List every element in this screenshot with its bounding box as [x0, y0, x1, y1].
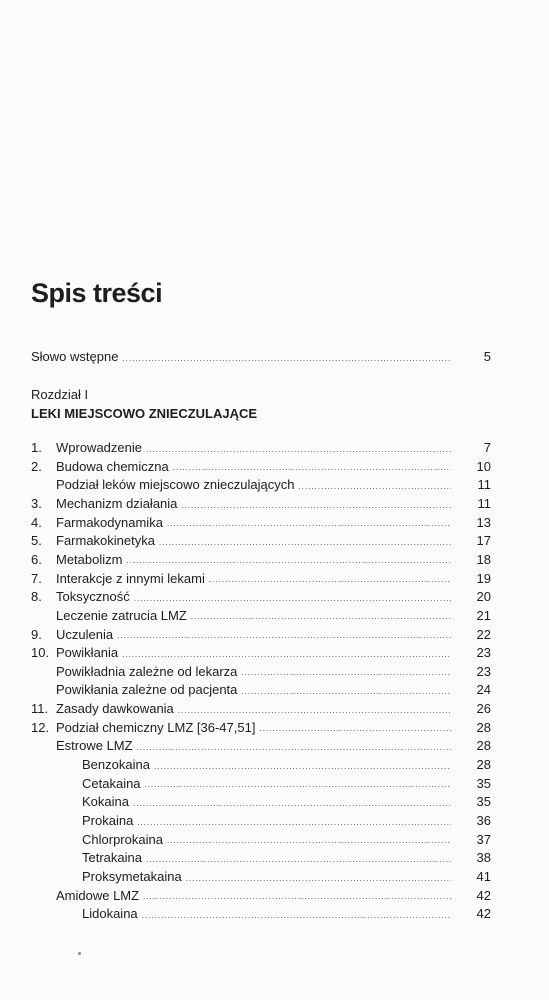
toc-page-number: 19 [476, 570, 491, 586]
toc-entry [31, 737, 491, 756]
dot-leader [167, 520, 451, 528]
page-title: Spis treści [31, 278, 163, 308]
dot-leader [241, 688, 451, 696]
toc-entry [31, 607, 491, 626]
toc-label: Powikłania [56, 645, 119, 661]
toc-entry [31, 775, 491, 794]
dot-leader [167, 837, 451, 845]
toc-entry-number: 7. [31, 570, 42, 586]
dot-leader [181, 502, 451, 510]
toc-label: Budowa chemiczna [56, 458, 169, 474]
toc-label: Prokaina [82, 813, 134, 828]
toc-entry [31, 476, 491, 495]
page-speck [78, 952, 81, 955]
dot-leader [159, 539, 451, 547]
toc-label: Benzokaina [82, 757, 150, 773]
toc-label: Mechanizm działania [56, 495, 178, 511]
toc-entry [31, 588, 491, 607]
toc-entry [31, 868, 491, 887]
toc-label: Leczenie zatrucia LMZ [56, 607, 187, 623]
dot-leader [191, 613, 451, 621]
toc-entry-number: 10. [31, 645, 50, 661]
dot-leader [209, 576, 451, 584]
toc-page-number: 5 [483, 349, 491, 364]
toc-label: Interakcje z innymi lekami [56, 570, 205, 586]
toc-label: Metabolizm [56, 551, 123, 567]
toc-page-number: 35 [476, 794, 491, 810]
dot-leader [134, 595, 451, 603]
dot-leader [186, 875, 451, 883]
dot-leader [142, 912, 451, 920]
toc-label: Proksymetakaina [82, 868, 182, 884]
toc-label: Uczulenia [56, 626, 114, 642]
toc-entry [31, 644, 491, 663]
toc-entry-number: 1. [31, 440, 42, 455]
dot-leader [143, 893, 451, 901]
toc-entry [31, 532, 491, 551]
dot-leader [241, 669, 451, 677]
toc-entry [31, 495, 491, 514]
toc-page-number: 18 [476, 551, 491, 567]
toc-label: Farmakokinetyka [56, 533, 155, 549]
dot-leader [117, 632, 451, 640]
toc-page-number: 11 [477, 477, 491, 493]
dot-leader [146, 856, 451, 864]
toc-page-number: 10 [476, 458, 491, 474]
toc-page-number: 11 [477, 495, 491, 511]
toc-entry [31, 905, 491, 924]
toc-entry-number: 3. [31, 495, 42, 511]
toc-page-number: 42 [476, 906, 491, 922]
toc-entry [31, 551, 491, 570]
toc-label: Estrowe LMZ [56, 738, 133, 754]
toc-label: Słowo wstępne [31, 349, 119, 364]
toc-page-number: 28 [476, 738, 491, 754]
toc-entry [31, 719, 491, 738]
toc-label: Powikłania zależne od pacjenta [56, 682, 238, 698]
toc-label: Kokaina [82, 794, 129, 810]
toc-entry [31, 831, 491, 850]
toc-entry [31, 887, 491, 906]
dot-leader [126, 557, 451, 565]
toc-page-number: 22 [476, 626, 491, 642]
toc-page-number: 41 [476, 868, 491, 884]
toc-entry [31, 626, 491, 645]
toc-page-number: 42 [476, 887, 491, 903]
toc-page-number: 23 [476, 663, 491, 679]
dot-leader [137, 819, 451, 827]
dot-leader [145, 781, 451, 789]
toc-entry-number: 12. [31, 719, 50, 735]
dot-leader [122, 651, 451, 659]
toc-entry [31, 458, 491, 477]
toc-page-number: 26 [476, 701, 491, 717]
toc-page-number: 20 [476, 589, 491, 605]
dot-leader [154, 763, 451, 771]
dot-leader [259, 725, 451, 733]
toc-entry [31, 793, 491, 812]
toc-entry [31, 812, 491, 831]
dot-leader [173, 464, 451, 472]
toc-entry [31, 663, 491, 682]
chapter-label: Rozdział I [31, 387, 89, 402]
toc-label: Powikładnia zależne od lekarza [56, 663, 238, 679]
toc-page-number: 23 [476, 645, 491, 661]
toc-label: Chlorprokaina [82, 831, 163, 847]
toc-entry [31, 700, 491, 719]
toc-page-number: 36 [476, 813, 491, 828]
toc-page-number: 35 [476, 775, 491, 791]
toc-page-number: 21 [476, 607, 491, 623]
toc-entry-number: 11. [31, 701, 49, 717]
toc-label: Toksyczność [56, 589, 130, 605]
dot-leader [178, 707, 451, 715]
toc-entry-number: 4. [31, 514, 42, 530]
toc-label: Wprowadzenie [56, 440, 142, 455]
toc-page-number: 13 [476, 514, 491, 530]
toc-entry [31, 570, 491, 589]
toc-label: Tetrakaina [82, 850, 142, 866]
toc-entry-number: 9. [31, 626, 42, 642]
toc-entry [31, 439, 491, 458]
toc-entry-number: 6. [31, 551, 42, 567]
toc-page-number: 37 [476, 831, 491, 847]
toc-label: Farmakodynamika [56, 514, 163, 530]
toc-entry [31, 849, 491, 868]
toc-page-number: 38 [476, 850, 491, 866]
toc-label: Zasady dawkowania [56, 701, 174, 717]
toc-entry [31, 514, 491, 533]
toc-entry [31, 756, 491, 775]
toc-label: Cetakaina [82, 775, 141, 791]
toc-entry-preface [31, 348, 491, 367]
toc-page-number: 28 [476, 719, 491, 735]
toc-label: Lidokaina [82, 906, 138, 922]
toc-entry-number: 2. [31, 458, 42, 474]
toc-label: Amidowe LMZ [56, 887, 140, 903]
toc-page-number: 17 [476, 533, 491, 549]
dot-leader [137, 744, 451, 752]
dot-leader [133, 800, 451, 808]
toc-label: Podział chemiczny LMZ [36-47,51] [56, 719, 256, 735]
dot-leader [298, 483, 451, 491]
toc-page-number: 28 [476, 757, 491, 773]
toc-page-number: 24 [476, 682, 491, 698]
chapter-title: LEKI MIEJSCOWO ZNIECZULAJĄCE [31, 406, 258, 421]
toc-entry [31, 681, 491, 700]
toc-entry-number: 5. [31, 533, 42, 549]
toc-label: Podział leków miejscowo znieczulających [56, 477, 295, 493]
dot-leader [122, 355, 451, 363]
toc-entry-number: 8. [31, 589, 42, 605]
toc-page-number: 7 [483, 440, 491, 455]
dot-leader [146, 446, 451, 454]
